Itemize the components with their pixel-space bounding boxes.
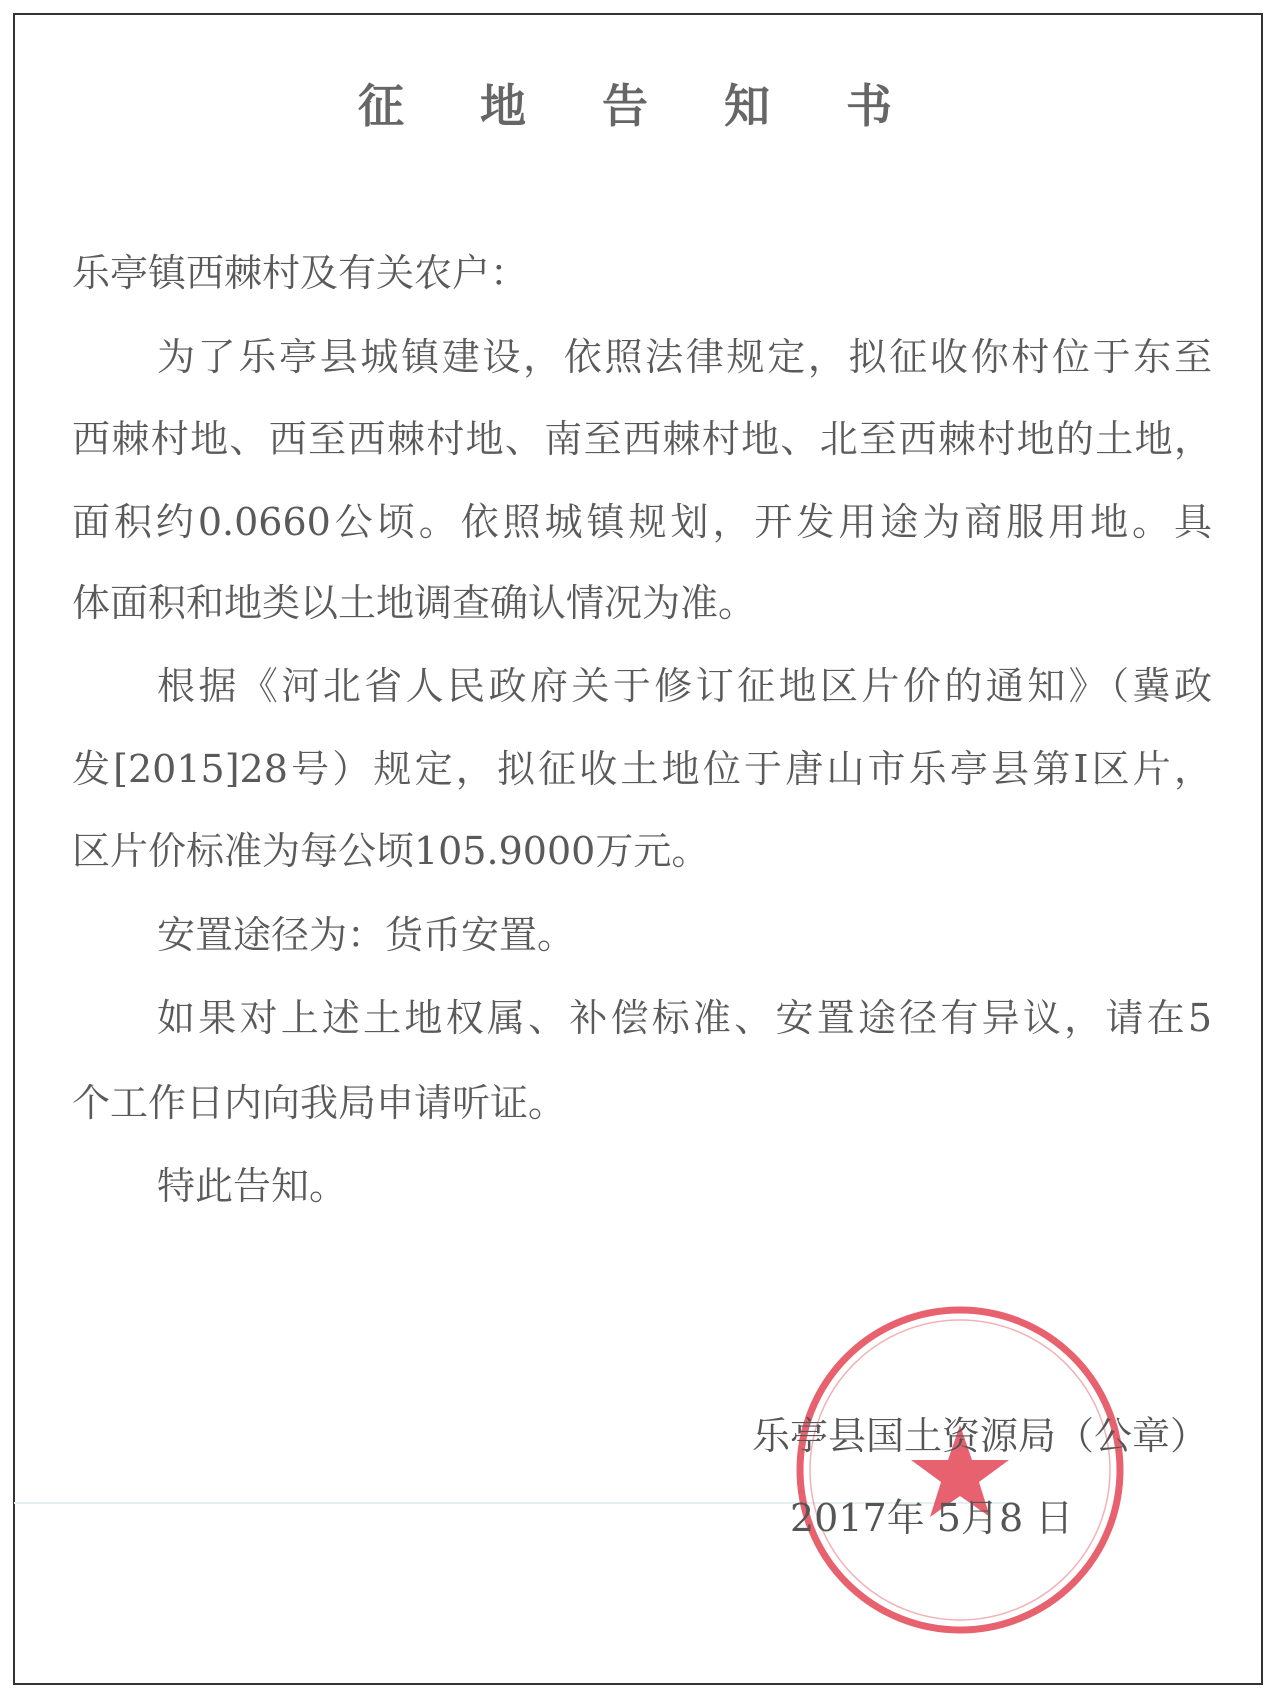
salutation: 乐亭镇西棘村及有关农户： [72,251,529,295]
document-title: 征 地 告 知 书 [357,79,923,133]
paragraph-line: 西棘村地、西至西棘村地、南至西棘村地、北至西棘村地的土地， [72,417,1212,461]
paragraph-line: 区片价标准为每公顷105.9000万元。 [72,829,710,873]
paragraph-line: 为了乐亭县城镇建设，依照法律规定，拟征收你村位于东至 [157,335,1212,379]
paragraph-line: 安置途径为：货币安置。 [157,913,576,957]
paragraph-line: 如果对上述土地权属、补偿标准、安置途径有异议，请在5 [157,996,1212,1040]
paragraph-line: 面积约0.0660公顷。依照城镇规划，开发用途为商服用地。具 [72,500,1212,544]
issue-date: 2017年 5月8 日 [790,1496,1074,1540]
issuer-signature: 乐亭县国土资源局（公章） [752,1414,1209,1458]
official-seal [790,1300,1130,1640]
paragraph-line: 特此告知。 [157,1164,348,1208]
paragraph-line: 发[2015]28号）规定，拟征收土地位于唐山市乐亭县第I区片， [72,747,1212,791]
paragraph-line: 个工作日内向我局申请听证。 [72,1081,567,1125]
paragraph-line: 体面积和地类以土地调查确认情况为准。 [72,581,757,625]
paragraph-line: 根据《河北省人民政府关于修订征地区片价的通知》（冀政 [157,664,1212,708]
